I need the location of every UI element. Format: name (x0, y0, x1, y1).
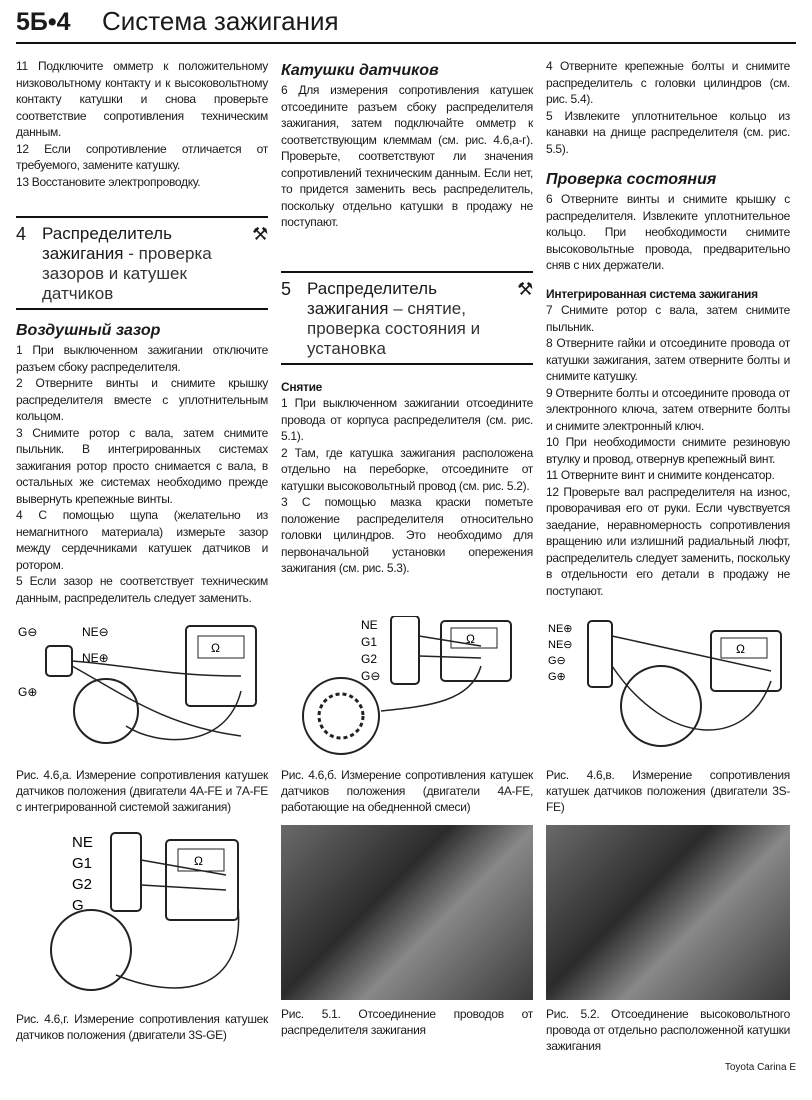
terminal-label: NE (361, 618, 378, 632)
text-columns (16, 58, 796, 606)
terminal-label: NE⊖ (82, 625, 109, 639)
paragraph: 1 При выключенном зажигании отключите разъем сбоку распределителя. (16, 343, 268, 374)
paragraph: 11 Отверните винт и снимите конденсатор. (546, 468, 775, 482)
figure-4-6d (16, 825, 268, 1054)
paragraph: 5 Если зазор не соответствует техническим данным, распределитель следует заменить. (16, 574, 268, 605)
terminal-label: G⊖ (548, 655, 566, 667)
meter-label: Ω (211, 641, 220, 655)
figure-5-2 (546, 825, 790, 1054)
figure-caption: Рис. 4.6,б. Измерение сопротивления катушек датчиков положения (двигатели 4A-FE, работающие на обедненной смеси) (281, 768, 533, 814)
paragraph: 9 Отверните болты и отсоедините провода от электронного ключа, затем отверните болты и снимите электронный ключ. (546, 385, 790, 433)
paragraph: 8 Отверните гайки и отсоедините провода от катушки зажигания, затем отверните болты и снимите катушку. (546, 336, 790, 383)
paragraph: 1 При выключенном зажигании отсоедините провода от корпуса распределителя (см. рис. 5.1). (281, 396, 533, 443)
figure-row-1 (16, 616, 796, 815)
figure-4-6d-diagram (16, 825, 266, 1005)
terminal-label: NE⊕ (548, 623, 573, 635)
terminal-label: G (72, 897, 84, 914)
column-3 (546, 58, 790, 606)
figure-4-6a (16, 616, 268, 815)
terminal-label: NE⊖ (548, 639, 573, 651)
terminal-label: G2 (361, 652, 378, 666)
terminal-label: NE⊕ (82, 651, 109, 665)
subheading: Воздушный зазор (16, 322, 161, 339)
tools-difficulty-icon: ⚒ (252, 224, 268, 244)
section-number: 4 (16, 224, 26, 244)
section-5-heading (281, 271, 533, 365)
paragraph: 5 Извлеките уплотнительное кольцо из канавки на днище распределителя (см. рис. 5.5). (546, 108, 790, 156)
figure-caption: Рис. 5.2. Отсоединение высоковольтного провода от отдельно расположенной катушки зажигания (546, 1007, 790, 1053)
terminal-label: NE (72, 834, 93, 851)
paragraph: 13 Восстановите электропроводку. (16, 174, 201, 189)
paragraph: 2 Там, где катушка зажигания расположена отдельно на переборке, отсоедините от катушки высоковольтный провод (см. рис. 5.2). (281, 445, 533, 493)
page-number: 5Б•4 (16, 8, 71, 36)
column-1 (16, 58, 268, 606)
terminal-label: G⊖ (361, 669, 381, 683)
figure-caption: Рис. 4.6,а. Измерение сопротивления катушек датчиков положения (двигатели 4A-FE и 7A-FE с интегрированной системой зажигания) (16, 768, 268, 814)
figure-caption: Рис. 4.6,г. Измерение сопротивления катушек датчиков положения (двигатели 3S-GE) (16, 1012, 268, 1042)
subheading: Катушки датчиков (281, 62, 439, 79)
paragraph: 3 Снимите ротор с вала, затем снимите пыльник. В интегрированных системах зажигания ротор просто снимается с вала, в остальных же системах необходимо прежде вывернуть крепежные винты. (16, 425, 268, 506)
paragraph: 7 Снимите ротор с вала, затем снимите пыльник. (546, 303, 790, 334)
subheading: Проверка состояния (546, 171, 717, 188)
section-title (307, 279, 515, 359)
section-title-main: Распределитель зажигания (307, 278, 437, 318)
terminal-label: G⊕ (18, 685, 38, 699)
section-4-heading (16, 216, 268, 310)
figure-caption: Рис. 4.6,в. Измерение сопротивления катушек датчиков положения (двигатели 3S-FE) (546, 768, 790, 814)
figure-row-2 (16, 825, 796, 1054)
figure-caption: Рис. 5.1. Отсоединение проводов от распределителя зажигания (281, 1007, 533, 1037)
paragraph: 11 Подключите омметр к положительному низковольтному контакту и к высоковольтному контакту катушки и снова проверьте соответствие сопротивления техническим данным. (16, 59, 268, 139)
meter-label: Ω (736, 642, 745, 656)
figure-4-6b-diagram (281, 616, 531, 761)
paragraph: 6 Для измерения сопротивления катушек отсоедините разъем сбоку распределителя зажигания, затем подключайте омметр к соответствующим клеммам (см. рис. 4.6,а-г). Проверьте, соответствуют ли значения сопротивлений техническим данным. Если нет, то придется заменить весь распределитель, поскольку отдельно катушки в продажу не поступают. (281, 83, 533, 229)
paragraph: 10 При необходимости снимите резиновую втулку и провод, отвернув крепежный винт. (546, 435, 790, 466)
page-title: Система зажигания (102, 6, 339, 36)
terminal-label: G1 (72, 855, 93, 872)
section-title-rest: – снятие, проверка состояния и установка (307, 298, 481, 358)
terminal-label: G1 (361, 635, 378, 649)
section-title (42, 224, 250, 304)
section-title-rest: - проверка зазоров и катушек датчиков (42, 244, 212, 303)
paragraph: 2 Отверните винты и снимите крышку распределителя вместе с уплотнительным кольцом. (16, 376, 268, 423)
figure-4-6b (281, 616, 533, 815)
tools-difficulty-icon: ⚒ (517, 278, 533, 299)
terminal-label: G2 (72, 876, 93, 893)
section-title-main: Распределитель зажигания (42, 224, 172, 263)
meter-label: Ω (466, 632, 475, 646)
page-header (16, 6, 796, 44)
paragraph: 4 С помощью щупа (желательно из немагнитного материала) измерьте зазор между сердечниками катушек датчиков и ротором. (16, 508, 268, 572)
section-number: 5 (281, 278, 291, 299)
terminal-label: G⊕ (548, 671, 566, 683)
figure-5-1 (281, 825, 533, 1054)
meter-label: Ω (194, 854, 203, 868)
figure-4-6c (546, 616, 790, 815)
paragraph: 6 Отверните винты и снимите крышку с распределителя. Извлеките уплотнительное кольцо. При необходимости снимите высоковольтные провода, предварительно сняв с них держатели. (546, 192, 790, 272)
subheading: Интегрированная система зажигания (546, 286, 758, 301)
paragraph: 12 Проверьте вал распределителя на износ, проворачивая его от руки. Если чувствуется заедание, неравномерность сопротивления вращению или излишний радиальный люфт, распределитель следует заменить, поскольку в отдельности его детали в продажу не поступают. (546, 484, 790, 598)
column-2 (281, 58, 533, 606)
figure-4-6a-diagram (16, 616, 266, 761)
page-footer: Toyota Carina E (724, 1062, 796, 1073)
paragraph: 3 С помощью мазка краски пометьте положение распределителя относительно головки цилиндров. Это необходимо для первоначальной установки опережения зажигания (см. рис. 5.3). (281, 495, 533, 575)
terminal-label: G⊖ (18, 625, 38, 639)
figure-5-2-photo (546, 825, 790, 1000)
figure-5-1-photo (281, 825, 533, 1000)
figure-4-6c-diagram (546, 616, 790, 761)
paragraph: 4 Отверните крепежные болты и снимите распределитель с головки цилиндров (см. рис. 5.4). (546, 59, 790, 106)
paragraph: 12 Если сопротивление отличается от требуемого, замените катушку. (16, 141, 268, 172)
subheading: Снятие (281, 379, 323, 394)
